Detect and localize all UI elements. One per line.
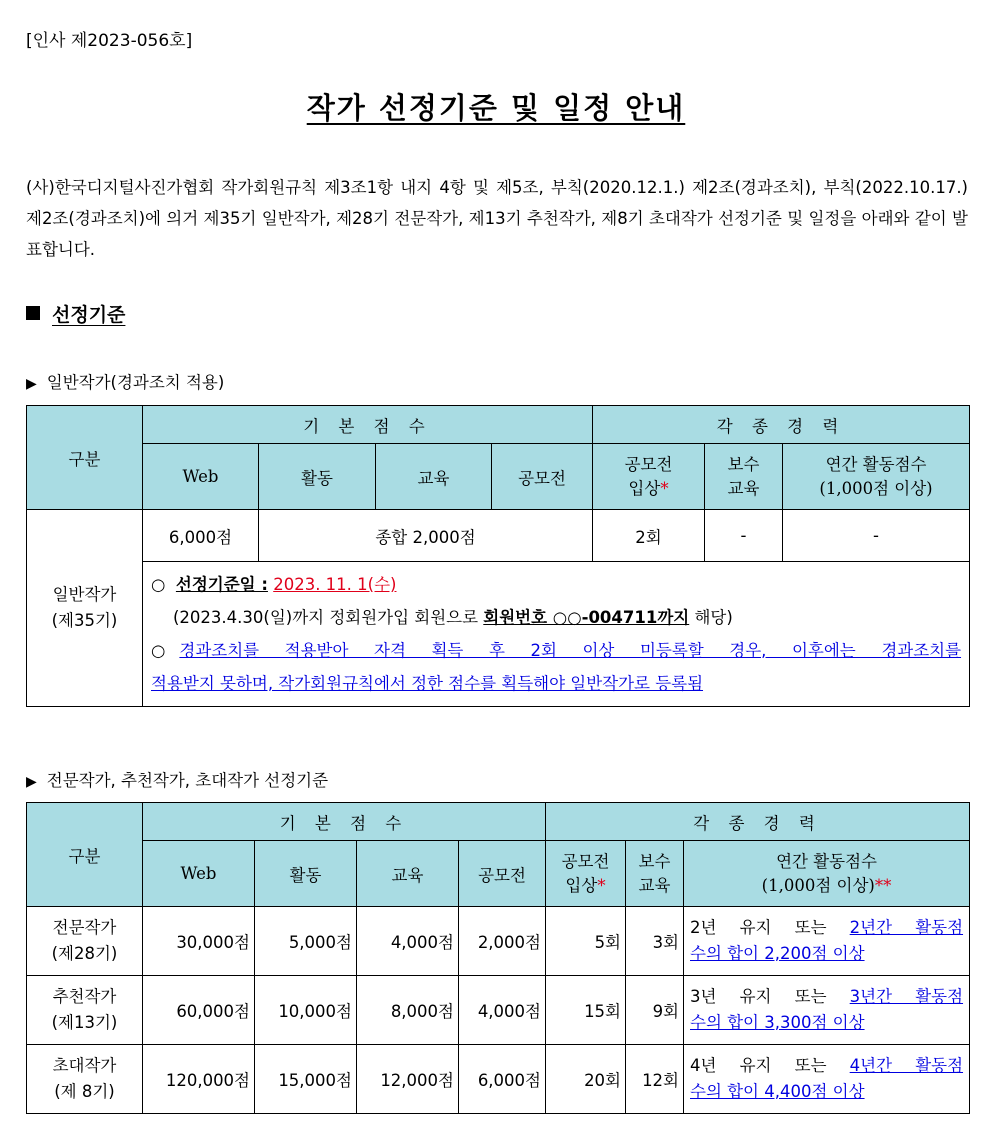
row-label-general xyxy=(27,510,143,707)
cell-refresh: 12회 xyxy=(626,1045,684,1114)
cell-annual: - xyxy=(783,510,970,562)
activity-link-line2: 수의 합이 3,300점 이상 xyxy=(690,1013,865,1032)
cell-web: 6,000점 xyxy=(143,510,259,562)
header-education: 교육 xyxy=(357,841,459,907)
header-contest-award-line1: 공모전 xyxy=(624,454,673,474)
activity-link-line1: 4년간 활동점 xyxy=(849,1056,964,1075)
row-label-line2: (제 8기) xyxy=(54,1082,115,1101)
cell-refresh: - xyxy=(705,510,783,562)
header-refresh-education xyxy=(705,444,783,510)
row-label xyxy=(27,1045,143,1114)
header-contest-award xyxy=(593,444,705,510)
header-contest-award-line1: 공모전 xyxy=(561,851,610,871)
cell-refresh: 9회 xyxy=(626,976,684,1045)
cell-contest-award: 2회 xyxy=(593,510,705,562)
header-career: 각 종 경 력 xyxy=(546,803,970,841)
header-refresh-education xyxy=(626,841,684,907)
row-label xyxy=(27,976,143,1045)
header-career: 각 종 경 력 xyxy=(593,406,970,444)
header-annual-line1: 연간 활동점수 xyxy=(776,851,877,871)
row-label-line2: (제28기) xyxy=(51,944,118,963)
page-title-text: 작가 선정기준 및 일정 안내 xyxy=(306,91,686,125)
cell-web: 120,000점 xyxy=(143,1045,255,1114)
table-row xyxy=(27,1045,970,1114)
note-1-detail-pre: (2023.4.30(일)까지 정회원가입 회원으로 xyxy=(173,608,479,627)
note-1-detail xyxy=(151,601,961,634)
cell-contest-award: 15회 xyxy=(546,976,626,1045)
activity-prefix: 3년 유지 또는 xyxy=(690,987,827,1006)
subheading-advanced-text: 전문작가, 추천작가, 초대작가 선정기준 xyxy=(46,771,329,790)
activity-prefix: 2년 유지 또는 xyxy=(690,918,827,937)
cell-annual-activity xyxy=(684,1045,970,1114)
intro-paragraph: (사)한국디지털사진가협회 작가회원규칙 제3조1항 내지 4항 및 제5조, 부칙(2020.12.1.) 제2조(경과조치), 부칙(2022.10.17.) 제2조(경과조치)에 의거 제35기 일반작가, 제28기 전문작가, 제13기 추천작가, 제8기 초대작가 선정기준 및 일정을 아래와 같이 발표합니다. xyxy=(26,178,968,259)
header-annual-activity xyxy=(684,841,970,907)
triangle-bullet-icon: ▶ xyxy=(26,376,37,392)
header-contest: 공모전 xyxy=(492,444,593,510)
header-activity: 활동 xyxy=(255,841,357,907)
header-basic-score: 기 본 점 수 xyxy=(143,803,546,841)
note-1-label: 선정기준일 : xyxy=(175,575,268,594)
cell-activity: 10,000점 xyxy=(255,976,357,1045)
header-refresh-line1: 보수 xyxy=(638,851,671,871)
section-heading xyxy=(26,300,125,327)
header-activity: 활동 xyxy=(259,444,376,510)
header-annual-line1: 연간 활동점수 xyxy=(825,454,927,474)
cell-contest: 6,000점 xyxy=(459,1045,546,1114)
subheading-advanced xyxy=(26,767,328,791)
row-label xyxy=(27,907,143,976)
header-category: 구분 xyxy=(27,803,143,907)
row-label-line1: 전문작가 xyxy=(52,918,117,937)
asterisk-mark: * xyxy=(660,478,669,498)
header-contest-award-line2: 입상 xyxy=(565,875,598,895)
header-contest-award xyxy=(546,841,626,907)
row-label-line2: (제13기) xyxy=(51,1013,118,1032)
cell-education: 12,000점 xyxy=(357,1045,459,1114)
subheading-general-text: 일반작가(경과조치 적용) xyxy=(46,373,225,392)
circle-bullet-icon: ○ xyxy=(151,575,166,594)
cell-refresh: 3회 xyxy=(626,907,684,976)
header-category: 구분 xyxy=(27,406,143,510)
triangle-bullet-icon: ▶ xyxy=(26,774,37,790)
square-bullet-icon xyxy=(26,306,40,320)
cell-contest-award: 5회 xyxy=(546,907,626,976)
header-annual-activity xyxy=(783,444,970,510)
header-refresh-line2: 교육 xyxy=(727,478,760,498)
header-web: Web xyxy=(143,841,255,907)
cell-web: 60,000점 xyxy=(143,976,255,1045)
notes-cell xyxy=(143,562,970,707)
cell-annual-activity xyxy=(684,976,970,1045)
subheading-general xyxy=(26,369,224,393)
header-refresh-line2: 교육 xyxy=(638,875,671,895)
row-label-line1: 초대작가 xyxy=(52,1056,117,1075)
activity-link-line2: 수의 합이 4,400점 이상 xyxy=(690,1082,865,1101)
document-number: [인사 제2023-056호] xyxy=(26,31,193,51)
cell-activity: 15,000점 xyxy=(255,1045,357,1114)
activity-link-line1: 2년간 활동점 xyxy=(849,918,964,937)
cell-web: 30,000점 xyxy=(143,907,255,976)
note-1-detail-post: 해당) xyxy=(694,608,733,627)
row-label-line1: 추천작가 xyxy=(52,987,117,1006)
header-basic-score: 기 본 점 수 xyxy=(143,406,593,444)
activity-link-line1: 3년간 활동점 xyxy=(849,987,964,1006)
cell-contest: 4,000점 xyxy=(459,976,546,1045)
header-contest-award-line2: 입상 xyxy=(628,478,661,498)
note-1-member-number: 회원번호 ○○-004711까지 xyxy=(483,608,690,627)
asterisk-mark: * xyxy=(597,875,606,895)
general-artist-table xyxy=(26,405,970,707)
cell-education: 8,000점 xyxy=(357,976,459,1045)
cell-combined: 종합 2,000점 xyxy=(259,510,593,562)
note-2-line2: 적용받지 못하며, 작가회원규칙에서 정한 점수를 획득해야 일반작가로 등록됨 xyxy=(151,674,704,693)
cell-education: 4,000점 xyxy=(357,907,459,976)
cell-contest: 2,000점 xyxy=(459,907,546,976)
header-contest: 공모전 xyxy=(459,841,546,907)
circle-bullet-icon: ○ xyxy=(151,641,166,660)
note-2-line1: 경과조치를 적용받아 자격 획득 후 2회 이상 미등록할 경우, 이후에는 경과조치를 xyxy=(179,641,962,660)
row-label-line1: 일반작가 xyxy=(52,585,117,604)
cell-annual-activity xyxy=(684,907,970,976)
section-title: 선정기준 xyxy=(52,304,126,326)
header-annual-line2: (1,000점 이상) xyxy=(819,478,933,498)
page-title xyxy=(0,86,992,127)
header-annual-line2: (1,000점 이상) xyxy=(761,875,875,895)
table-row xyxy=(27,976,970,1045)
cell-activity: 5,000점 xyxy=(255,907,357,976)
advanced-artist-table xyxy=(26,802,970,1114)
header-refresh-line1: 보수 xyxy=(727,454,760,474)
note-2 xyxy=(151,634,961,667)
table-row xyxy=(27,907,970,976)
double-asterisk-mark: ** xyxy=(874,875,892,895)
note-1-date: 2023. 11. 1(수) xyxy=(273,575,397,594)
note-1 xyxy=(151,568,961,601)
cell-contest-award: 20회 xyxy=(546,1045,626,1114)
header-education: 교육 xyxy=(376,444,492,510)
row-label-line2: (제35기) xyxy=(51,611,118,630)
activity-link-line2: 수의 합이 2,200점 이상 xyxy=(690,944,865,963)
activity-prefix: 4년 유지 또는 xyxy=(690,1056,827,1075)
header-web: Web xyxy=(143,444,259,510)
